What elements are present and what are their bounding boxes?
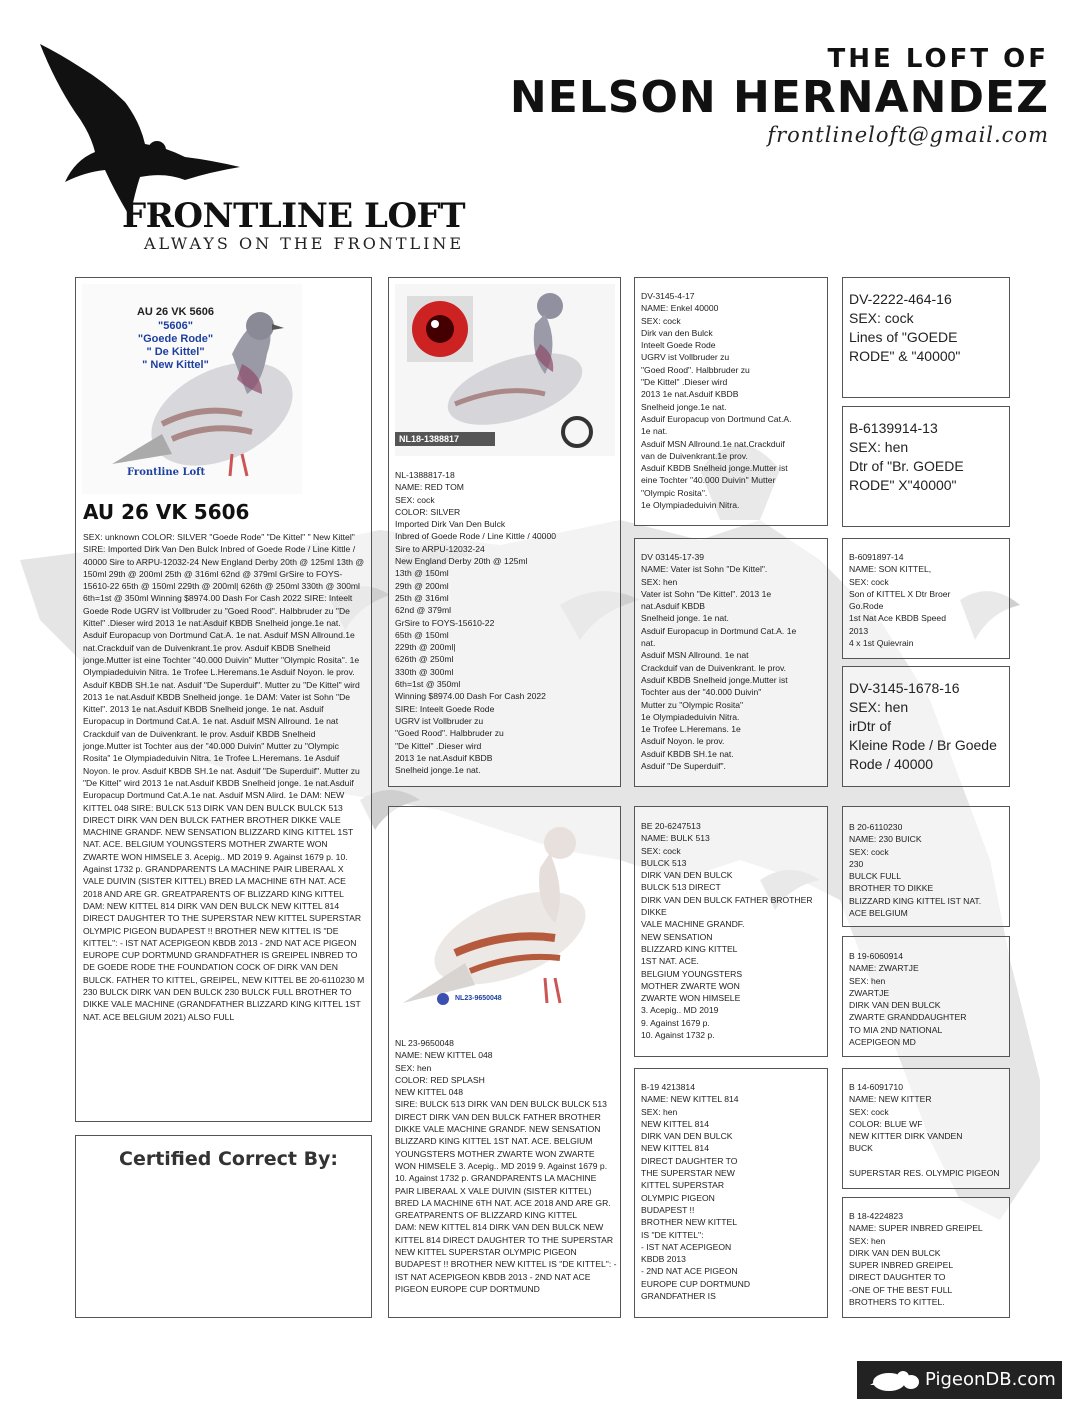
ggp-dss-details: B 20-6110230 NAME: 230 BUICK SEX: cock 230 BULCK FULL BROTHER TO DIKKE BLIZZARD KING KITTEL IST NAT. ACE BELGIUM (849, 822, 982, 919)
photo-ring-label: AU 26 VK 5606 (136, 306, 215, 318)
sire-photo (395, 284, 615, 456)
sire-box (388, 277, 621, 787)
sire-photo-label: NL18-1388817 (399, 434, 460, 444)
gp-dam-dam-details: B-19 4213814 NAME: NEW KITTEL 814 SEX: hen NEW KITTEL 814 DIRK VAN DEN BULCK NEW KITTEL 814 DIRECT DAUGHTER TO THE SUPERSTAR NEW KITTEL SUPERSTAR OLYMPIC PIGEON BUDAPEST !! BROTHER NEW KITTEL IS "DE KITTEL": - IST NAT ACEPIGEON KBDB 2013 - 2ND NAT ACE PIGEON EUROPE CUP DORTMUND GRANDFATHER IS (641, 1082, 751, 1302)
ggp-ddd-box (842, 1197, 1010, 1318)
gp-sire-sire-details: DV-3145-4-17 NAME: Enkel 40000 SEX: cock Dirk van den Bulck Inteelt Goede Rode UGRV ist Vollbruder zu "Goed Rood". Halbbruder zu "De Kittel" .Dieser wird 2013 1e nat.Asduif KBDB Snelheid jonge.1e nat. Asduif Europacup von Dortmund Cat.A. 1e nat. Asduif MSN Allround.1e nat.Crackduif van de Duivenkrant.1e prov. Asduif KBDB Snelheid jonge.Mutter ist eine Tochter "40.000 Duivin" Mutter "Olympic Rosita". 1e Olympiadeduivin Nitra. (641, 291, 792, 511)
ggp-dds-box (842, 1068, 1010, 1189)
ggp-sss-details: DV-2222-464-16 SEX: cock Lines of "GOEDE RODE" & "40000" (849, 291, 961, 364)
pigeon-logo-icon (35, 42, 245, 222)
pigeondb-logo-icon (865, 1367, 921, 1393)
dam-details: NL 23-9650048 NAME: NEW KITTEL 048 SEX: hen COLOR: RED SPLASH NEW KITTEL 048 SIRE: BULCK 513 DIRK VAN DEN BULCK BULCK 513 DIRECT DIRK VAN DEN BULCK FATHER BROTHER DIKKE VALE MACHINE GRANDF. NEW SENSATION BLIZZARD KING KITTEL 1ST NAT. ACE. BELGIUM YOUNGSTERS MOTHER ZWARTE WON ZWARTE WON HIMSELE 3. Acepig.. MD 2019 9. Against 1679 p. 10. Against 1732 p. GRANDPARENTS LA MACHINE PAIR LIBERAAL X VALE DUIVIN (SISTER KITTEL) BRED LA MACHINE 6TH NAT. ACE 2018 AND ARE GR. GREATPARENTS OF BLIZZARD KING KITTEL DAM: NEW KITTEL 814 DIRK VAN DEN BULCK NEW KITTEL 814 DIRECT DAUGHTER TO THE SUPERSTAR NEW KITTEL SUPERSTAR OLYMPIC PIGEON BUDAPEST !! BROTHER NEW KITTEL IS "DE KITTEL": - IST NAT ACEPIGEON KBDB 2013 - 2ND NAT ACE PIGEON EUROPE CUP DORTMUND (395, 1038, 617, 1294)
ggp-ddd-details: B 18-4224823 NAME: SUPER INBRED GREIPEL SEX: hen DIRK VAN DEN BULCK SUPER INBRED GREIPEL DIRECT DAUGHTER TO -ONE OF THE BEST FULL BROTHERS TO KITTEL. (849, 1211, 983, 1308)
certified-box (75, 1135, 372, 1318)
ggp-sss-box (842, 277, 1010, 398)
main-pigeon-details: SEX: unknown COLOR: SILVER "Goede Rode" "De Kittel" " New Kittel" SIRE: Imported Dirk Van Den Bulck Inbred of Goede Rode / Line Kittle / 40000 Sire to ARPU-12032-24 New England Derby 20th @ 125ml 13th @ 150ml 29th @ 200ml 25th @ 316ml 62nd @ 379ml GrSire to FOYS-15610-22 65th @ 150ml 229th @ 200ml| 626th @ 250ml 330th @ 300ml 6th=1st @ 350ml Winning $8974.00 Dash For Cash 2022 SIRE: Inteelt Goede Rode UGRV ist Vollbruder zu "Goed Rood". Halbbruder zu "De Kittel" .Dieser wird 2013 1e nat.Asduif KBDB Snelheid jonge.1e nat. Asduif Europacup von Dortmund Cat.A. 1e nat. Asduif MSN Allround.1e nat.Crackduif van de Duivenkrant.1e prov. Asduif KBDB Snelheid jonge.Mutter ist eine Tochter "40.000 Duivin" Mutter "Olympic Rosita". 1e Olympiadeduivin Nitra. 1e Trofee L.Heremans.1e Asduif Noyon. le prov. Asduif KBDB SH.1e nat. Asduif "De Superduif". Mutter zu "De Kittel" wird 2013 1e nat.Asduif KBDB Snelheid jonge. 1e DAM: Vater ist Sohn "De Kittel". 2013 1e nat.Asduif KBDB Snelheid jonge. 1e nat. Asduif Europacup in Dortmund Cat.A. 1e nat. Asduif MSN Allround. 1e nat Crackduif van de Duivenkrant. le prov. Asduif KBDB Snelheid jonge.Mutter ist Tochter aus der "40.000 Duivin" Mutter zu "Olympic Rosita" 1e Olympiadeduivin Nitra. 1e Trofee L.Heremans. 1e Asduif Noyon. le prov. Asduif KBDB SH.1e nat. Asduif "De Superduif". Mutter zu "De Kittel" wird 2013 1e nat.Asduif KBDB Snelheid jonge. 1e nat.Asduif Europacup Dortmund Cat.A.1e nat. Asduif MSN Alird. 1e DAM: NEW KITTEL 048 SIRE: BULCK 513 DIRK VAN DEN BULCK BULCK 513 DIRECT DIRK VAN DEN BULCK FATHER BROTHER DIKKE VALE MACHINE GRANDF. NEW SENSATION BLIZZARD KING KITTEL 1ST NAT. ACE. BELGIUM YOUNGSTERS MOTHER ZWARTE WON ZWARTE WON HIMSELE 3. Acepig.. MD 2019 9. Against 1679 p. 10. Against 1732 p. GRANDPARENTS LA MACHINE PAIR LIBERAAL X VALE DUIVIN (SISTER KITTEL) BRED LA MACHINE 6TH NAT. ACE 2018 AND ARE GR. GREATPARENTS OF BLIZZARD KING KITTEL DAM: NEW KITTEL 814 DIRK VAN DEN BULCK NEW KITTEL 814 DIRECT DAUGHTER TO THE SUPERSTAR NEW KITTEL SUPERSTAR OLYMPIC PIGEON BUDAPEST !! BROTHER NEW KITTEL IS "DE KITTEL": - IST NAT ACEPIGEON KBDB 2013 - 2ND NAT ACE PIGEON EUROPE CUP DORTMUND GRANDFATHER IS GREIPEL INBRED TO DE GOEDE RODE THE FOUNDATION COCK OF DIRK VAN DEN BULCK. FATHER TO KITTEL, GREIPEL, NEW KITTEL BE 20-6110230 M 230 BULCK DIRK VAN DEN BULCK 230 BULCK FULL BROTHER TO DIKKE VALE MACHINE (GRANDFATHER BLIZZARD KING KITTEL 1ST NAT. ACE BELGIUM 2021) ALSO FULL (83, 532, 365, 1022)
gp-sire-dam-box (634, 538, 828, 787)
ggp-dsd-box (842, 936, 1010, 1057)
ggp-sds-box (842, 538, 1010, 659)
header-loft-of: THE LOFT OF (827, 44, 1049, 74)
main-pigeon-photo (82, 284, 302, 494)
gp-sire-dam-details: DV 03145-17-39 NAME: Vater ist Sohn "De Kittel". SEX: hen Vater ist Sohn "De Kittel". 2013 1e nat.Asduif KBDB Snelheid jonge. 1e nat. Asduif Europacup in Dortmund Cat.A. 1e nat. Asduif MSN Allround. 1e nat Crackduif van de Duivenkrant. le prov. Asduif KBDB Snelheid jonge.Mutter ist Tochter aus der "40.000 Duivin" Mutter zu "Olympic Rosita" 1e Olympiadeduivin Nitra. 1e Trofee L.Heremans. 1e Asduif Noyon. le prov. Asduif KBDB SH.1e nat. Asduif "De Superduif". (641, 552, 797, 772)
certified-label: Certified Correct By: (119, 1148, 339, 1170)
sire-details: NL-1388817-18 NAME: RED TOM SEX: cock COLOR: SILVER Imported Dirk Van Den Bulck Inbred of Goede Rode / Line Kittle / 40000 Sire to ARPU-12032-24 New England Derby 20th @ 125ml 13th @ 150ml 29th @ 200ml 25th @ 316ml 62nd @ 379ml GrSire to FOYS-15610-22 65th @ 150ml 229th @ 200ml| 626th @ 250ml 330th @ 300ml 6th=1st @ 350ml Winning $8974.00 Dash For Cash 2022 SIRE: Inteelt Goede Rode UGRV ist Vollbruder zu "Goed Rood". Halbbruder zu "De Kittel" .Dieser wird 2013 1e nat.Asduif KBDB Snelheid jonge.1e nat. (395, 470, 557, 776)
pigeondb-label: PigeonDB.com (925, 1369, 1056, 1390)
main-pigeon-title: AU 26 VK 5606 (83, 500, 250, 524)
ggp-sdd-details: DV-3145-1678-16 SEX: hen irDtr of Kleine Rode / Br Goede Rode / 40000 (849, 680, 997, 772)
pigeon-image-icon (102, 294, 302, 494)
dam-box (388, 806, 621, 1318)
dam-pigeon-image-icon (395, 813, 615, 1018)
header-owner-name: NELSON HERNANDEZ (509, 72, 1049, 123)
ggp-sds-details: B-6091897-14 NAME: SON KITTEL, SEX: cock Son of KITTEL X Dtr Broer Go.Rode 1st Nat Ace KBDB Speed 2013 4 x 1st Quievrain (849, 552, 951, 649)
ggp-sdd-box (842, 666, 1010, 787)
logo-tagline: ALWAYS ON THE FRONTLINE (144, 234, 465, 253)
pigeondb-badge[interactable] (857, 1361, 1062, 1399)
dam-photo (395, 813, 615, 1018)
main-pigeon-box (75, 277, 372, 1122)
header-email: frontlineloft@gmail.com (767, 123, 1049, 147)
gp-sire-sire-box (634, 277, 828, 526)
photo-name-lines: "5606" "Goede Rode" " De Kittel" " New Kittel" (137, 320, 214, 371)
gp-dam-sire-box (634, 806, 828, 1057)
logo-name: FRONTLINE LOFT (122, 196, 465, 236)
ggp-dss-box (842, 806, 1010, 927)
ggp-ssd-details: B-6139914-13 SEX: hen Dtr of "Br. GOEDE RODE" X"40000" (849, 420, 964, 493)
gp-dam-sire-details: BE 20-6247513 NAME: BULK 513 SEX: cock BULCK 513 DIRK VAN DEN BULCK BULCK 513 DIRECT DIRK VAN DEN BULCK FATHER BROTHER DIKKE VALE MACHINE GRANDF. NEW SENSATION BLIZZARD KING KITTEL 1ST NAT. ACE. BELGIUM YOUNGSTERS MOTHER ZWARTE WON ZWARTE WON HIMSELE 3. Acepig.. MD 2019 9. Against 1679 p. 10. Against 1732 p. (641, 821, 813, 1041)
ggp-ssd-box (842, 406, 1010, 527)
sire-pigeon-image-icon (395, 284, 615, 456)
ggp-dsd-details: B 19-6060914 NAME: ZWARTJE SEX: hen ZWARTJE DIRK VAN DEN BULCK ZWARTE GRANDDAUGHTER TO MIA 2ND NATIONAL ACEPIGEON MD (849, 951, 967, 1048)
gp-dam-dam-box (634, 1068, 828, 1318)
dam-photo-label: NL23-9650048 (455, 995, 502, 1002)
photo-loft-label: Frontline Loft (127, 467, 206, 478)
ggp-dds-details: B 14-6091710 NAME: NEW KITTER SEX: cock COLOR: BLUE WF NEW KITTER DIRK VANDEN BUCK SUPERSTAR RES. OLYMPIC PIGEON (849, 1082, 1000, 1179)
